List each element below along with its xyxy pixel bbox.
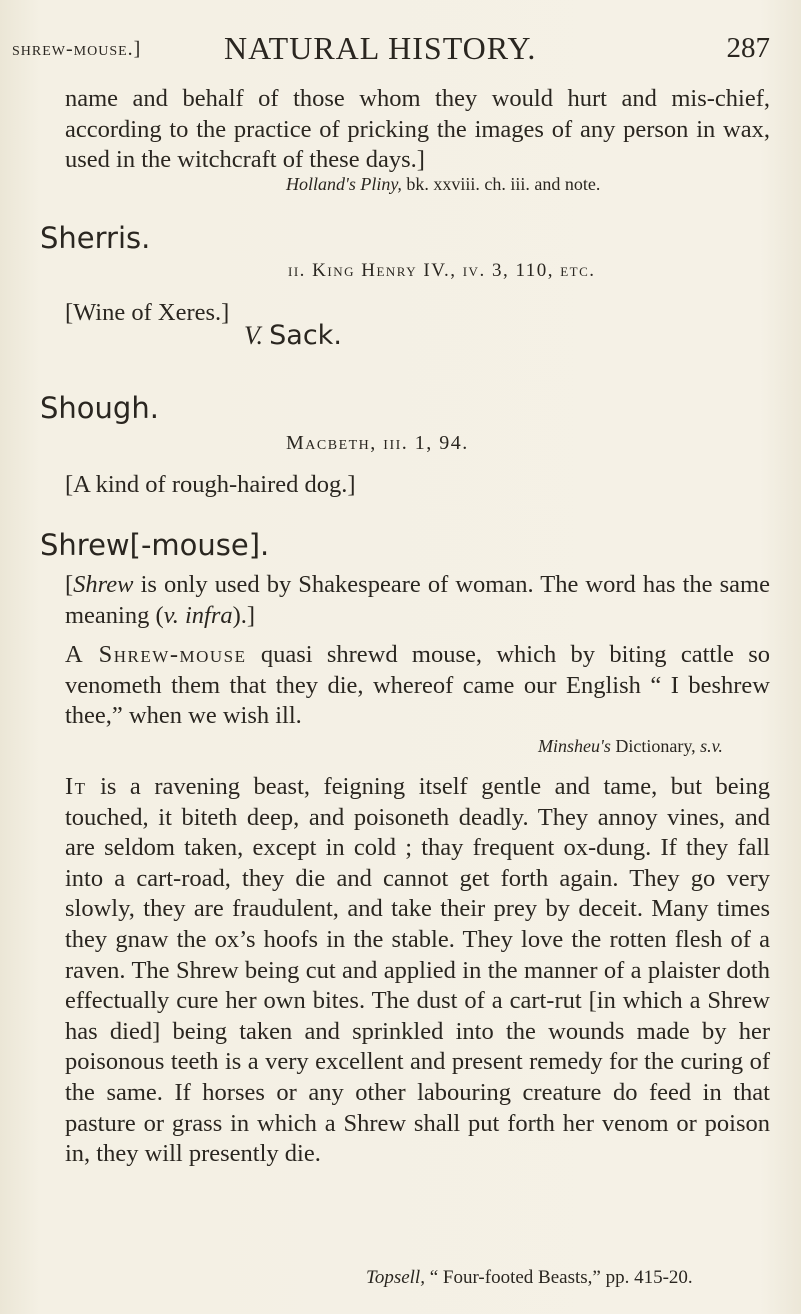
citation-detail: “ Four-footed Beasts,” pp. 415-20.: [424, 1267, 693, 1288]
paragraph-text: quasi shrewd mouse, which by biting cattle so venometh them that they die, whereof came our English “ I beshrew thee,” when we wish ill.: [65, 641, 770, 730]
shrew-note: [65, 570, 770, 631]
citation-author: Holland's Pliny,: [286, 174, 402, 194]
paragraph-text: is a ravening beast, feigning itself gentle and tame, but being touched, it biteth deep, and poisoneth deadly. They annoy vines, and are seldom taken, except in cold ; thay frequent ox-dung. If they fall into a cart-road, they die and cannot get forth again. They go very slowly, they are fraudulent, and take their prey by deceit. Many times they gnaw the ox’s hoofs in the stable. They love the rotten flesh of a raven. The Shrew being cut and applied in the manner of a plaister doth effectually cure her own bites. The dust of a cart-rut [in which a Shrew has died] being taken and sprinkled into the wounds made by her poisonous teeth is a very excellent and present remedy for the curing of the same. If horses or any other labouring creature do feed in that pasture or grass in which a Shrew shall put forth her venom or poison in, they will presently die.: [65, 773, 770, 1168]
citation-author: Topsell,: [366, 1267, 425, 1288]
citation-detail: Dictionary,: [610, 736, 701, 756]
intro-citation: [286, 173, 600, 195]
entry-reference-shough: Macbeth, iii. 1, 94.: [286, 432, 469, 454]
running-head-entry: shrew-mouse.]: [12, 38, 142, 60]
entry-definition-shough: [A kind of rough-haired dog.]: [65, 471, 356, 498]
entry-see-also: [244, 321, 342, 352]
topsell-citation: [366, 1267, 693, 1289]
note-bracket: [: [65, 571, 74, 598]
page-number: 287: [726, 32, 770, 64]
entry-heading-sherris: Sherris.: [40, 221, 151, 255]
note-text: is only used by Shakespeare of woman. The word has the same meaning (: [65, 571, 770, 629]
entry-heading-shough: Shough.: [40, 391, 159, 425]
shrew-paragraph-topsell: [65, 772, 770, 1170]
paragraph-lead: A Shrew-mouse: [65, 641, 247, 668]
entry-definition-sherris: [Wine of Xeres.]: [65, 299, 230, 326]
citation-author: Minsheu's: [538, 736, 611, 756]
entry-reference-sherris: ii. King Henry IV., iv. 3, 110, etc.: [288, 260, 596, 281]
minsheu-citation: [538, 735, 723, 757]
paragraph-lead: It: [65, 773, 87, 800]
see-prefix: V.: [244, 321, 264, 350]
shrew-paragraph-minsheu: [65, 640, 770, 732]
note-close: ).]: [232, 601, 256, 629]
note-word: Shrew: [73, 571, 134, 598]
see-word: Sack.: [269, 320, 342, 351]
citation-detail: bk. xxviii. ch. iii. and note.: [401, 174, 601, 194]
note-reference: v. infra: [163, 601, 233, 629]
citation-sv: s.v.: [700, 736, 723, 756]
intro-paragraph: name and behalf of those whom they would hurt and mis-chief, according to the practice of pricking the images of any person in wax, used in the witchcraft of these days.]: [65, 85, 770, 174]
entry-heading-shrew: Shrew[-mouse].: [40, 528, 270, 562]
running-head: [12, 30, 792, 64]
running-head-title: NATURAL HISTORY.: [224, 30, 537, 66]
